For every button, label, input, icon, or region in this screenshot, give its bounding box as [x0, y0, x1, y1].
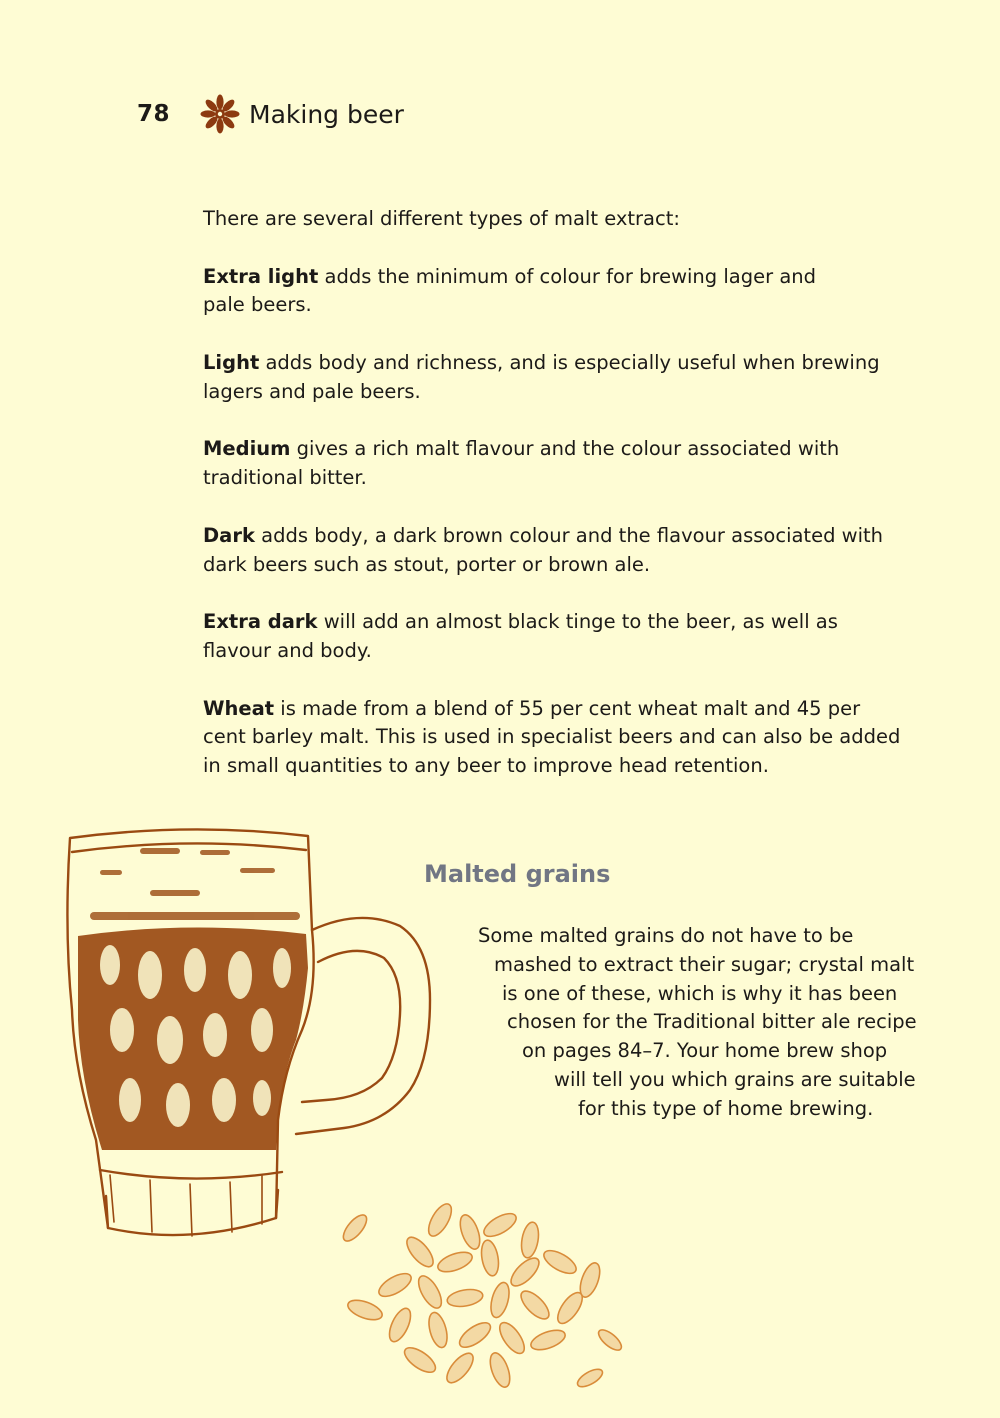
body-text — [203, 205, 903, 810]
section-body — [478, 922, 948, 1124]
section-line: mashed to extract their sugar; crystal malt — [494, 952, 915, 976]
malt-type-paragraph — [203, 263, 903, 321]
malt-type-description: adds body, a dark brown colour and the flavour associated with dark beers such as stout, porter or brown ale. — [203, 523, 884, 576]
page-number: 78 — [137, 101, 171, 127]
malt-type-paragraph — [203, 608, 903, 666]
section-line: will tell you which grains are suitable — [554, 1067, 916, 1091]
malt-type-description: gives a rich malt flavour and the colour associated with traditional bitter. — [203, 437, 840, 490]
section-heading: Malted grains — [424, 860, 611, 888]
malt-type-term: Wheat — [203, 696, 275, 720]
malt-type-description: will add an almost black tinge to the beer, as well as flavour and body. — [203, 610, 838, 662]
section-line: on pages 84–7. Your home brew shop — [522, 1039, 888, 1063]
flower-icon — [199, 94, 241, 134]
malt-type-description: is made from a blend of 55 per cent wheat malt and 45 per cent barley malt. This is used in specialist beers and can also be added in small quantities to any beer to improve head retention. — [203, 696, 901, 778]
beer-fill — [78, 848, 308, 1150]
section-line: for this type of home brewing. — [578, 1096, 874, 1120]
section-line: chosen for the Traditional bitter ale recipe — [507, 1010, 917, 1034]
malt-type-description: adds body and richness, and is especially useful when brewing lagers and pale beers. — [203, 350, 880, 403]
malt-type-paragraph — [203, 522, 903, 580]
malt-type-term: Dark — [203, 523, 255, 547]
beer-mug-icon — [67, 829, 430, 1236]
malt-type-term: Light — [203, 350, 260, 374]
running-title: Making beer — [249, 99, 404, 129]
malt-type-term: Extra dark — [203, 610, 318, 634]
malt-type-term: Medium — [203, 437, 291, 461]
section-line: is one of these, which is why it has been — [502, 981, 898, 1005]
malt-type-paragraph — [203, 435, 903, 493]
section-line: Some malted grains do not have to be — [478, 924, 854, 947]
malt-type-paragraph — [203, 349, 903, 407]
malt-type-term: Extra light — [203, 264, 319, 288]
malt-type-description: adds the minimum of colour for brewing lager and pale beers. — [203, 264, 817, 317]
malted-grains-icon — [339, 1200, 624, 1390]
intro-paragraph: There are several different types of malt extract: — [203, 207, 680, 230]
malt-type-paragraph — [203, 695, 903, 781]
page-header — [137, 94, 404, 134]
